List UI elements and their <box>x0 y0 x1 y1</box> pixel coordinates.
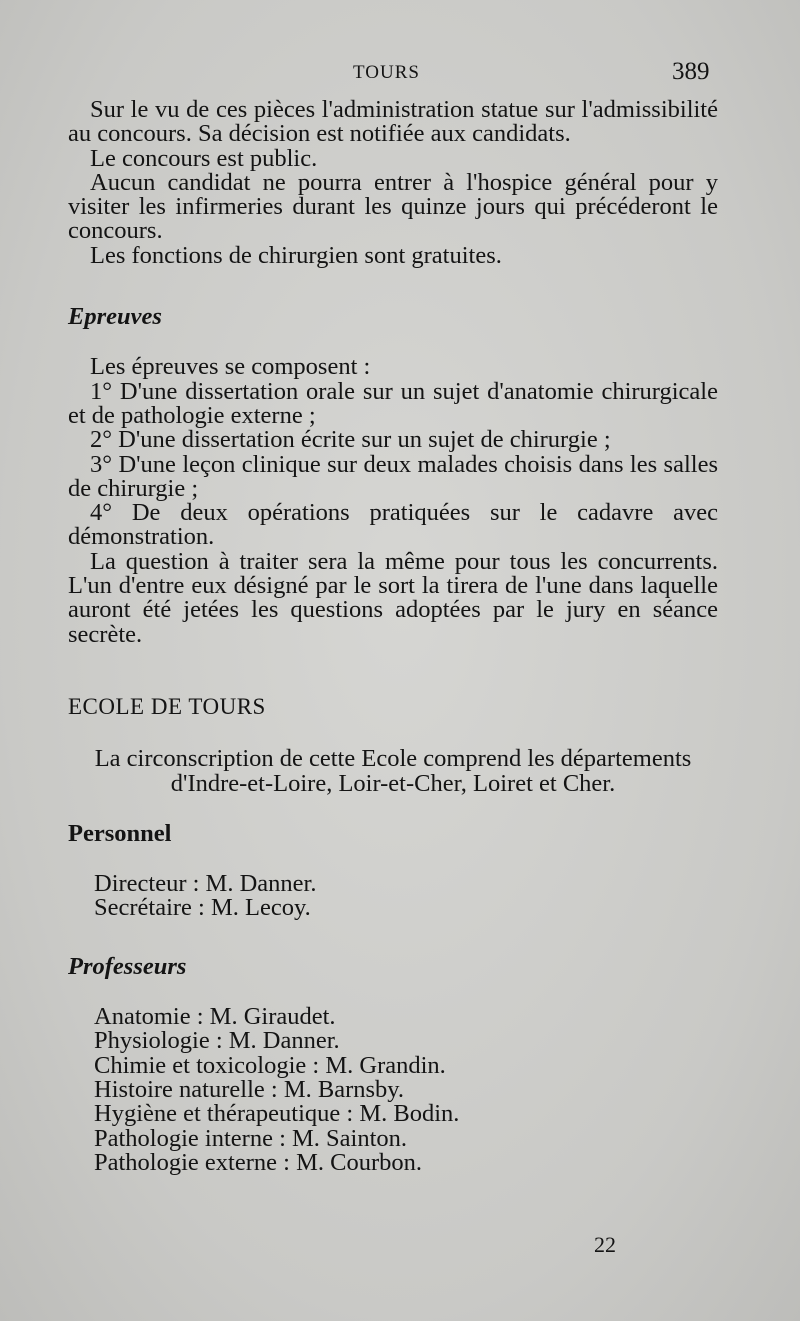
personnel-list <box>68 872 718 921</box>
page-number: 389 <box>672 58 710 85</box>
professeur-entry: Histoire naturelle : M. Barnsby. <box>94 1075 405 1103</box>
professeurs-heading: Professeurs <box>68 952 187 980</box>
epreuves-item: 1° D'une dissertation orale sur un sujet d'anatomie chirurgicale et de pathologie externe ; <box>68 377 718 429</box>
personnel-entry: Secrétaire : M. Lecoy. <box>94 894 311 922</box>
epreuves-item: 4° De deux opérations pratiquées sur le cadavre avec démonstration. <box>68 499 718 551</box>
intro-paragraph: Aucun candidat ne pourra entrer à l'hospice général pour y visiter les infirmeries durant les quinze jours qui précéderont le concours. <box>68 168 718 245</box>
signature-number: 22 <box>594 1232 616 1257</box>
ecole-description: La circonscription de cette Ecole comprend les départements d'Indre-et-Loire, Loir-et-Cher, Loiret et Cher. <box>94 745 692 797</box>
page-content <box>68 98 718 1175</box>
professeur-entry: Pathologie externe : M. Courbon. <box>94 1148 422 1176</box>
professeur-entry: Pathologie interne : M. Sainton. <box>94 1124 408 1152</box>
epreuves-intro: Les épreuves se composent : <box>90 353 371 381</box>
epreuves-heading: Epreuves <box>68 303 162 331</box>
professeur-entry: Physiologie : M. Danner. <box>94 1027 340 1055</box>
epreuves-item: 2° D'une dissertation écrite sur un sujet de chirurgie ; <box>90 426 611 454</box>
running-head: TOURS <box>353 62 420 83</box>
intro-paragraph: Le concours est public. <box>90 144 318 172</box>
intro-paragraph: Sur le vu de ces pièces l'administration statue sur l'admissibilité au concours. Sa décision est notifiée aux candidats. <box>68 96 718 148</box>
professeur-entry: Hygiène et thérapeutique : M. Bodin. <box>94 1100 460 1128</box>
professeur-entry: Chimie et toxicologie : M. Grandin. <box>94 1051 446 1079</box>
professeurs-list <box>68 1005 718 1175</box>
ecole-heading: ECOLE DE TOURS <box>68 693 266 719</box>
page-header <box>0 58 800 88</box>
personnel-heading: Personnel <box>68 819 172 847</box>
personnel-entry: Directeur : M. Danner. <box>94 870 317 898</box>
intro-paragraph: Les fonctions de chirurgien sont gratuites. <box>90 241 502 269</box>
epreuves-item: 3° D'une leçon clinique sur deux malades choisis dans les salles de chirurgie ; <box>68 450 718 502</box>
professeur-entry: Anatomie : M. Giraudet. <box>94 1003 336 1031</box>
epreuves-closing: La question à traiter sera la même pour tous les concurrents. L'un d'entre eux désigné par le sort la tirera de l'une dans laquelle auront été jetées les questions adoptées par le jury en séance secrète. <box>68 547 718 648</box>
